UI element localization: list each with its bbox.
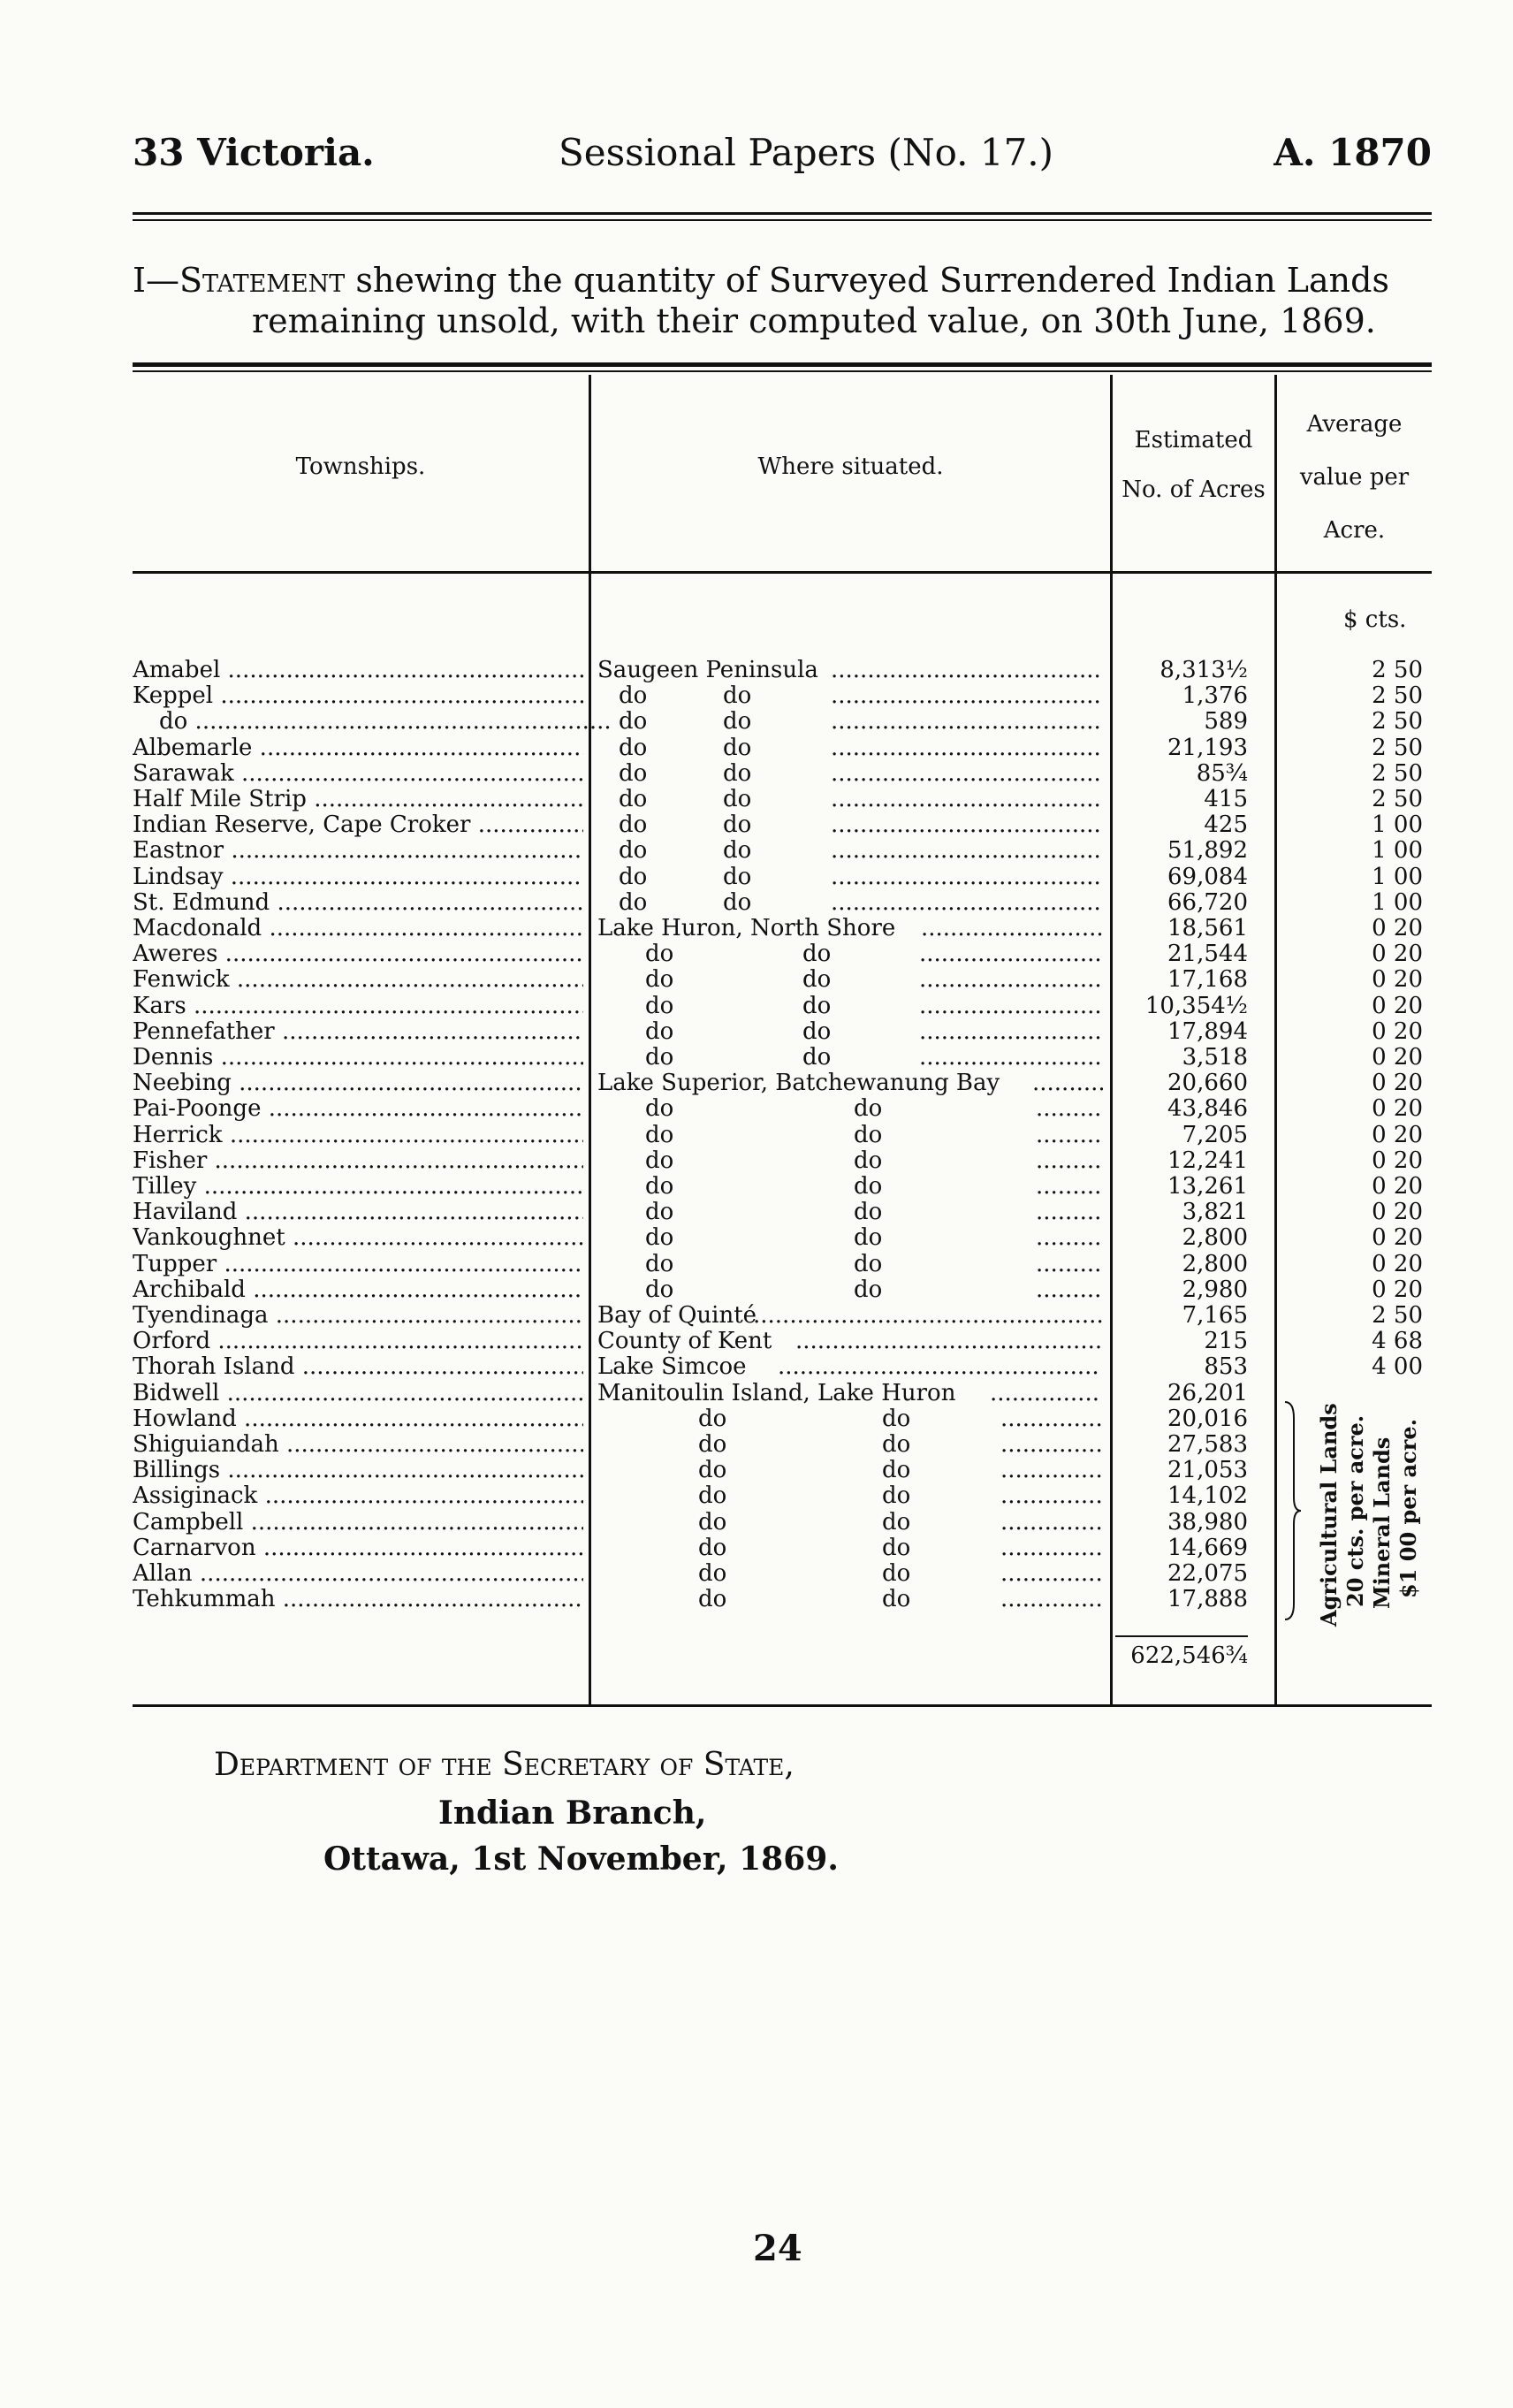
township-name: Fisher ..... [133,1148,583,1174]
township-name: Tilley ..... [133,1174,583,1200]
acres-value: 12,241 [1167,1147,1248,1174]
township-name: Orford ..... [133,1329,583,1354]
column-header-acres [1113,423,1274,507]
location: do [645,1224,674,1252]
leader-dots [1000,1535,1102,1561]
value-per-acre: 1 00 [1372,863,1423,890]
acres-value: 215 [1204,1328,1248,1355]
total-rule [1115,1635,1248,1637]
township-name: St. Edmund ..... [133,890,583,916]
table-row [0,967,1513,993]
value-per-acre: 0 20 [1372,1250,1423,1277]
acres-value: 17,894 [1167,1017,1248,1045]
leader-dots [1000,1432,1102,1458]
table-row [0,1123,1513,1148]
location: do [619,759,648,787]
value-per-acre: 0 20 [1372,915,1423,941]
leader-dots [831,761,1100,787]
header-year: A. 1870 [1274,131,1432,174]
location: do [698,1534,727,1561]
value-per-acre: 2 50 [1372,786,1423,812]
township-name: Lindsay ..... [133,865,583,890]
value-per-acre: 0 20 [1372,992,1423,1019]
column-header-value [1277,398,1432,557]
township-name: Billings ..... [133,1458,583,1483]
township-name: Thorah Island ..... [133,1354,583,1380]
table-row [0,838,1513,864]
location: do [645,1095,674,1123]
table-row [0,941,1513,967]
value-per-acre: 0 20 [1372,1121,1423,1148]
location: do [619,837,648,865]
location: do [645,1121,674,1148]
table-row [0,709,1513,735]
location: do [698,1508,727,1535]
location-ditto: do [882,1560,911,1587]
table-head-rule [133,571,1432,574]
leader-dots [831,812,1100,838]
township-name: Sarawak ..... [133,761,583,787]
leader-dots [1036,1096,1102,1122]
leader-dots [1036,1123,1102,1148]
township-name: Pai-Poonge ..... [133,1096,583,1122]
location-ditto: do [802,941,832,968]
leader-dots [831,787,1100,812]
location: Lake Simcoe [597,1353,747,1381]
township-name: Aweres ..... [133,941,583,967]
township-name: Amabel ..... [133,658,583,683]
manitoulin-brace [1283,1400,1303,1621]
location-ditto: do [854,1224,883,1252]
township-name: Tyendinaga ..... [133,1303,583,1329]
township-name: Carnarvon ..... [133,1535,583,1561]
value-per-acre: 0 20 [1372,1276,1423,1303]
acres-header-line2: No. of Acres [1121,476,1266,503]
table-row [0,1071,1513,1096]
leader-dots [753,1303,1102,1329]
column-header-townships: Townships. [295,453,426,480]
value-per-acre: 1 00 [1372,888,1423,916]
location: do [698,1431,727,1458]
township-name: Half Mile Strip ..... [133,787,583,812]
acres-value: 85¾ [1196,759,1248,787]
township-name: Shiguiandah ..... [133,1432,583,1458]
acres-value: 1,376 [1182,682,1248,710]
value-header-line3: Acre. [1323,517,1386,544]
table-bottom-rule [133,1704,1432,1707]
acres-value: 589 [1204,708,1248,735]
acres-value: 10,354½ [1144,992,1248,1019]
leader-dots [1000,1483,1102,1509]
leader-dots [1036,1225,1102,1251]
table-row [0,1200,1513,1225]
township-name: Eastnor ..... [133,838,583,864]
leader-dots [919,967,1100,993]
acres-value: 18,561 [1167,915,1248,941]
township-name: Herrick ..... [133,1123,583,1148]
township-name: Kars ..... [133,994,583,1019]
table-top-rule [133,362,1432,367]
table-row [0,761,1513,787]
location-ditto: do [882,1431,911,1458]
value-per-acre: 0 20 [1372,1017,1423,1045]
location-ditto: do [854,1276,883,1303]
table-row [0,735,1513,761]
township-name: Albemarle ..... [133,735,583,761]
township-name: Tupper ..... [133,1252,583,1277]
value-per-acre: 0 20 [1372,1224,1423,1252]
table-row [0,916,1513,941]
acres-value: 21,053 [1167,1457,1248,1484]
location: do [619,888,648,916]
table-row [0,1174,1513,1200]
leader-dots [921,916,1102,941]
township-name: Indian Reserve, Cape Croker ..... [133,812,583,838]
township-name: Campbell ..... [133,1510,583,1535]
location-ditto: do [854,1199,883,1226]
acres-value: 14,669 [1167,1534,1248,1561]
header-rule-top [133,212,1432,215]
header-title: Sessional Papers (No. 17.) [559,131,1054,174]
leader-dots [831,709,1100,735]
location: Saugeen Peninsula [597,657,818,683]
location: do [645,1147,674,1174]
location-ditto: do [802,992,832,1019]
location: Bay of Quinté [597,1302,757,1329]
location-ditto: do [723,734,752,761]
location: do [619,734,648,761]
leader-dots [1032,1071,1103,1096]
township-name: Macdonald ..... [133,916,583,941]
location: do [645,1173,674,1200]
value-per-acre: 0 20 [1372,1199,1423,1226]
table-row [0,683,1513,709]
value-per-acre: 2 50 [1372,657,1423,683]
table-row [0,1096,1513,1122]
header-session: 33 Victoria. [133,131,375,174]
location-ditto: do [723,812,752,839]
acres-value: 20,660 [1167,1070,1248,1097]
table-row [0,1019,1513,1045]
value-per-acre: 4 00 [1372,1353,1423,1381]
table-row [0,787,1513,812]
location: do [698,1457,727,1484]
value-per-acre: 0 20 [1372,1095,1423,1123]
statement-title-line2: remaining unsold, with their computed value, on 30th June, 1869. [252,301,1376,340]
location: do [645,1250,674,1277]
page-number: 24 [753,2228,802,2269]
location-ditto: do [723,863,752,890]
township-name: Fenwick ..... [133,967,583,993]
location-ditto: do [854,1147,883,1174]
location-ditto: do [723,837,752,865]
leader-dots [919,1019,1100,1045]
leader-dots [831,890,1100,916]
location-ditto: do [882,1586,911,1613]
township-name: Vankoughnet ..... [133,1225,583,1251]
location: do [645,1044,674,1071]
township-name: Howland ..... [133,1406,583,1432]
township-name: Archibald ..... [133,1277,583,1303]
acres-value: 415 [1204,786,1248,812]
manitoulin-note-line1: Agricultural Lands [1316,1403,1342,1627]
acres-value: 21,193 [1167,734,1248,761]
leader-dots [831,735,1100,761]
acres-value: 43,846 [1167,1095,1248,1123]
location: do [645,966,674,994]
value-per-acre: 2 50 [1372,708,1423,735]
location-ditto: do [882,1508,911,1535]
leader-dots [831,838,1100,864]
location-ditto: do [882,1534,911,1561]
location: do [698,1586,727,1613]
township-name: Assiginack ..... [133,1483,583,1509]
location: do [645,1276,674,1303]
table-row [0,865,1513,890]
location: Lake Huron, North Shore [597,915,896,941]
acres-value: 425 [1204,812,1248,839]
leader-dots [831,658,1100,683]
leader-dots [990,1381,1100,1406]
table-row [0,1148,1513,1174]
acres-value: 21,544 [1167,941,1248,968]
value-per-acre: 4 68 [1372,1328,1423,1355]
location: do [619,708,648,735]
unit-label: $ cts. [1343,606,1407,633]
acres-value: 26,201 [1167,1379,1248,1406]
table-row [0,1252,1513,1277]
location: do [619,786,648,812]
acres-value: 7,165 [1182,1302,1248,1329]
location: County of Kent [597,1328,772,1355]
manitoulin-note-line4: $1 00 per acre. [1395,1419,1421,1598]
acres-value: 27,583 [1167,1431,1248,1458]
township-name: Tehkummah ..... [133,1587,583,1612]
column-header-where: Where situated. [757,453,944,480]
manitoulin-note-line3: Mineral Lands [1369,1436,1395,1609]
total-acres: 622,546¾ [1130,1642,1248,1669]
location-ditto: do [802,1017,832,1045]
value-per-acre: 0 20 [1372,1173,1423,1200]
leader-dots [1036,1252,1102,1277]
header-rule-bottom [133,219,1432,221]
value-per-acre: 0 20 [1372,941,1423,968]
leader-dots [1036,1200,1102,1225]
value-per-acre: 0 20 [1372,1070,1423,1097]
township-name: Neebing ..... [133,1071,583,1096]
acres-value: 17,168 [1167,966,1248,994]
acres-value: 66,720 [1167,888,1248,916]
leader-dots [831,683,1100,709]
statement-title-rest: shewing the quantity of Surveyed Surrendered Indian Lands [355,261,1389,300]
location-ditto: do [723,888,752,916]
location-ditto: do [723,708,752,735]
manitoulin-note-line2: 20 cts. per acre. [1342,1414,1368,1607]
leader-dots [795,1329,1100,1354]
leader-dots [1036,1174,1102,1200]
acres-value: 13,261 [1167,1173,1248,1200]
leader-dots [1036,1277,1102,1303]
location: Lake Superior, Batchewanung Bay [597,1070,1000,1097]
location: do [645,941,674,968]
township-name: do ..... [133,709,610,735]
leader-dots [1000,1406,1102,1432]
location-ditto: do [723,759,752,787]
township-name: Dennis ..... [133,1045,583,1071]
acres-value: 20,016 [1167,1405,1248,1432]
location: do [619,682,648,710]
leader-dots [1036,1148,1102,1174]
acres-value: 38,980 [1167,1508,1248,1535]
leader-dots [1000,1510,1102,1535]
leader-dots [1000,1561,1102,1587]
leader-dots [919,1045,1100,1071]
value-header-line1: Average [1306,411,1403,438]
location-ditto: do [882,1405,911,1432]
acres-value: 853 [1204,1353,1248,1381]
value-per-acre: 1 00 [1372,837,1423,865]
footer-department: Department of the Secretary of State, [214,1747,795,1783]
table-row [0,1277,1513,1303]
table-row [0,1045,1513,1071]
value-per-acre: 0 20 [1372,1044,1423,1071]
location-ditto: do [723,682,752,710]
location-ditto: do [854,1121,883,1148]
location: do [645,992,674,1019]
table-top-rule-thin [133,370,1432,372]
location: do [645,1017,674,1045]
value-per-acre: 2 50 [1372,734,1423,761]
township-name: Keppel ..... [133,683,583,709]
acres-value: 8,313½ [1159,657,1248,683]
location: Manitoulin Island, Lake Huron [597,1379,956,1406]
acres-value: 14,102 [1167,1482,1248,1510]
location: do [698,1405,727,1432]
location: do [645,1199,674,1226]
table-row [0,1303,1513,1329]
table-row [0,658,1513,683]
value-per-acre: 2 50 [1372,1302,1423,1329]
location-ditto: do [723,786,752,812]
leader-dots [1000,1587,1102,1612]
acres-value: 3,518 [1182,1044,1248,1071]
value-per-acre: 2 50 [1372,682,1423,710]
acres-value: 2,800 [1182,1250,1248,1277]
table-row [0,1329,1513,1354]
leader-dots [919,994,1100,1019]
value-per-acre: 1 00 [1372,812,1423,839]
acres-value: 3,821 [1182,1199,1248,1226]
acres-value: 22,075 [1167,1560,1248,1587]
location: do [619,812,648,839]
table-row [0,1354,1513,1380]
leader-dots [831,865,1100,890]
statement-lead: I—Statement [133,261,346,300]
table-row [0,1225,1513,1251]
township-name: Bidwell ..... [133,1381,583,1406]
acres-value: 51,892 [1167,837,1248,865]
location-ditto: do [854,1250,883,1277]
acres-header-line1: Estimated [1134,427,1253,453]
table-row [0,890,1513,916]
location-ditto: do [854,1173,883,1200]
leader-dots [1000,1458,1102,1483]
value-per-acre: 0 20 [1372,966,1423,994]
table-row [0,994,1513,1019]
location: do [698,1482,727,1510]
acres-value: 7,205 [1182,1121,1248,1148]
value-per-acre: 2 50 [1372,759,1423,787]
acres-value: 69,084 [1167,863,1248,890]
statement-title-line1 [133,260,1432,301]
location: do [698,1560,727,1587]
location-ditto: do [802,1044,832,1071]
location-ditto: do [854,1095,883,1123]
location-ditto: do [882,1457,911,1484]
acres-value: 2,980 [1182,1276,1248,1303]
township-name: Allan ..... [133,1561,583,1587]
leader-dots [778,1354,1100,1380]
township-name: Haviland ..... [133,1200,583,1225]
footer-date: Ottawa, 1st November, 1869. [323,1840,839,1878]
leader-dots [919,941,1100,967]
table-row [0,812,1513,838]
value-per-acre: 0 20 [1372,1147,1423,1174]
location: do [619,863,648,890]
location-ditto: do [882,1482,911,1510]
footer-branch: Indian Branch, [438,1795,707,1832]
township-name: Pennefather ..... [133,1019,583,1045]
value-header-line2: value per [1299,464,1410,491]
location-ditto: do [802,966,832,994]
acres-value: 17,888 [1167,1586,1248,1613]
acres-value: 2,800 [1182,1224,1248,1252]
